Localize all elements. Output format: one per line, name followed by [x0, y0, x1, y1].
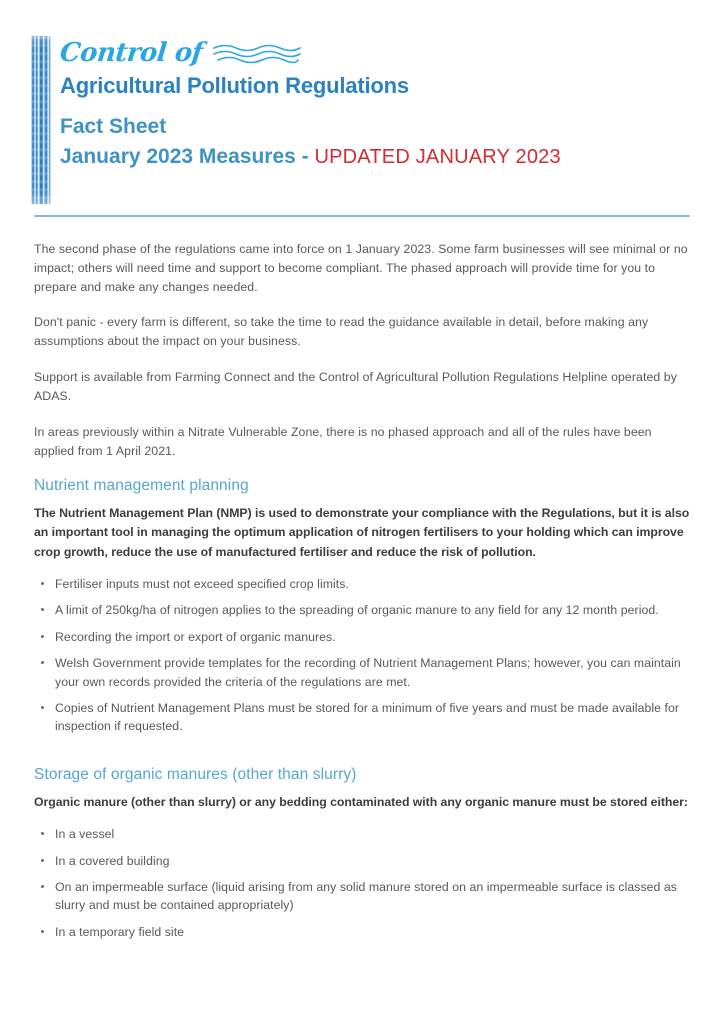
intro-paragraph: Support is available from Farming Connect and the Control of Agricultural Pollution Regulations Helpline operated by ADAS. [34, 370, 677, 403]
list-item: Fertiliser inputs must not exceed specified crop limits. [34, 575, 694, 593]
masthead-text-block [60, 36, 690, 170]
bullet-list-storage [34, 825, 694, 941]
wavy-water-lines-icon [212, 43, 302, 65]
script-control-of-text: Control of [58, 38, 205, 68]
list-item: Copies of Nutrient Management Plans must be stored for a minimum of five years and must be made available for inspection if requested. [34, 699, 694, 736]
list-item: Recording the import or export of organic manures. [34, 628, 694, 646]
masthead-script-line [60, 36, 690, 70]
intro-paragraph: In areas previously within a Nitrate Vulnerable Zone, there is no phased approach and all of the rules have been applied from 1 April 2021. [34, 424, 652, 458]
list-item: Welsh Government provide templates for the recording of Nutrient Management Plans; however, you can maintain your own records provided the criteria of the regulations are met. [34, 654, 694, 691]
intro-paragraph: Don't panic - every farm is different, so take the time to read the guidance available in detail, before making any assumptions about the impact on your business. [34, 315, 649, 349]
document-body [34, 240, 694, 949]
list-item: In a vessel [34, 825, 694, 843]
list-item: On an impermeable surface (liquid arising from any solid manure stored on an impermeable surface is classed as slurry and must be contained appropriately) [34, 878, 694, 915]
section-spacer [34, 744, 694, 750]
list-item: In a covered building [34, 852, 694, 870]
header-divider [34, 215, 690, 217]
section-intro-text: Organic manure (other than slurry) or any bedding contaminated with any organic manure must be stored either: [34, 794, 688, 809]
list-item: In a temporary field site [34, 923, 694, 941]
bullet-list-nutrient-management [34, 575, 694, 736]
measures-label: January 2023 Measures - [60, 145, 315, 169]
document-title: Agricultural Pollution Regulations [60, 73, 409, 98]
brush-stroke-decoration-icon [31, 36, 51, 204]
list-item: A limit of 250kg/ha of nitrogen applies to the spreading of organic manure to any field for any 12 month period. [34, 601, 694, 619]
intro-paragraph: The second phase of the regulations came into force on 1 January 2023. Some farm businesses will see minimal or no impact; others will need time and support to become compliant. The phased approach will provide time for you to prepare and make any changes needed. [34, 242, 688, 294]
document-subtitle-line2 [60, 145, 690, 170]
section-heading-nutrient-management-planning: Nutrient management planning [34, 477, 249, 495]
section-intro-text: The Nutrient Management Plan (NMP) is used to demonstrate your compliance with the Regulations, but it is also an important tool in managing the optimum application of nitrogen fertilisers to your holding which can improve crop growth, reduce the use of manufactured fertiliser and reduce the risk of pollution. [34, 506, 690, 559]
section-heading-storage-of-organic-manures: Storage of organic manures (other than slurry) [34, 765, 357, 783]
updated-badge: UPDATED JANUARY 2023 [314, 146, 561, 169]
document-subtitle: Fact Sheet [60, 115, 167, 139]
document-masthead [0, 0, 724, 180]
